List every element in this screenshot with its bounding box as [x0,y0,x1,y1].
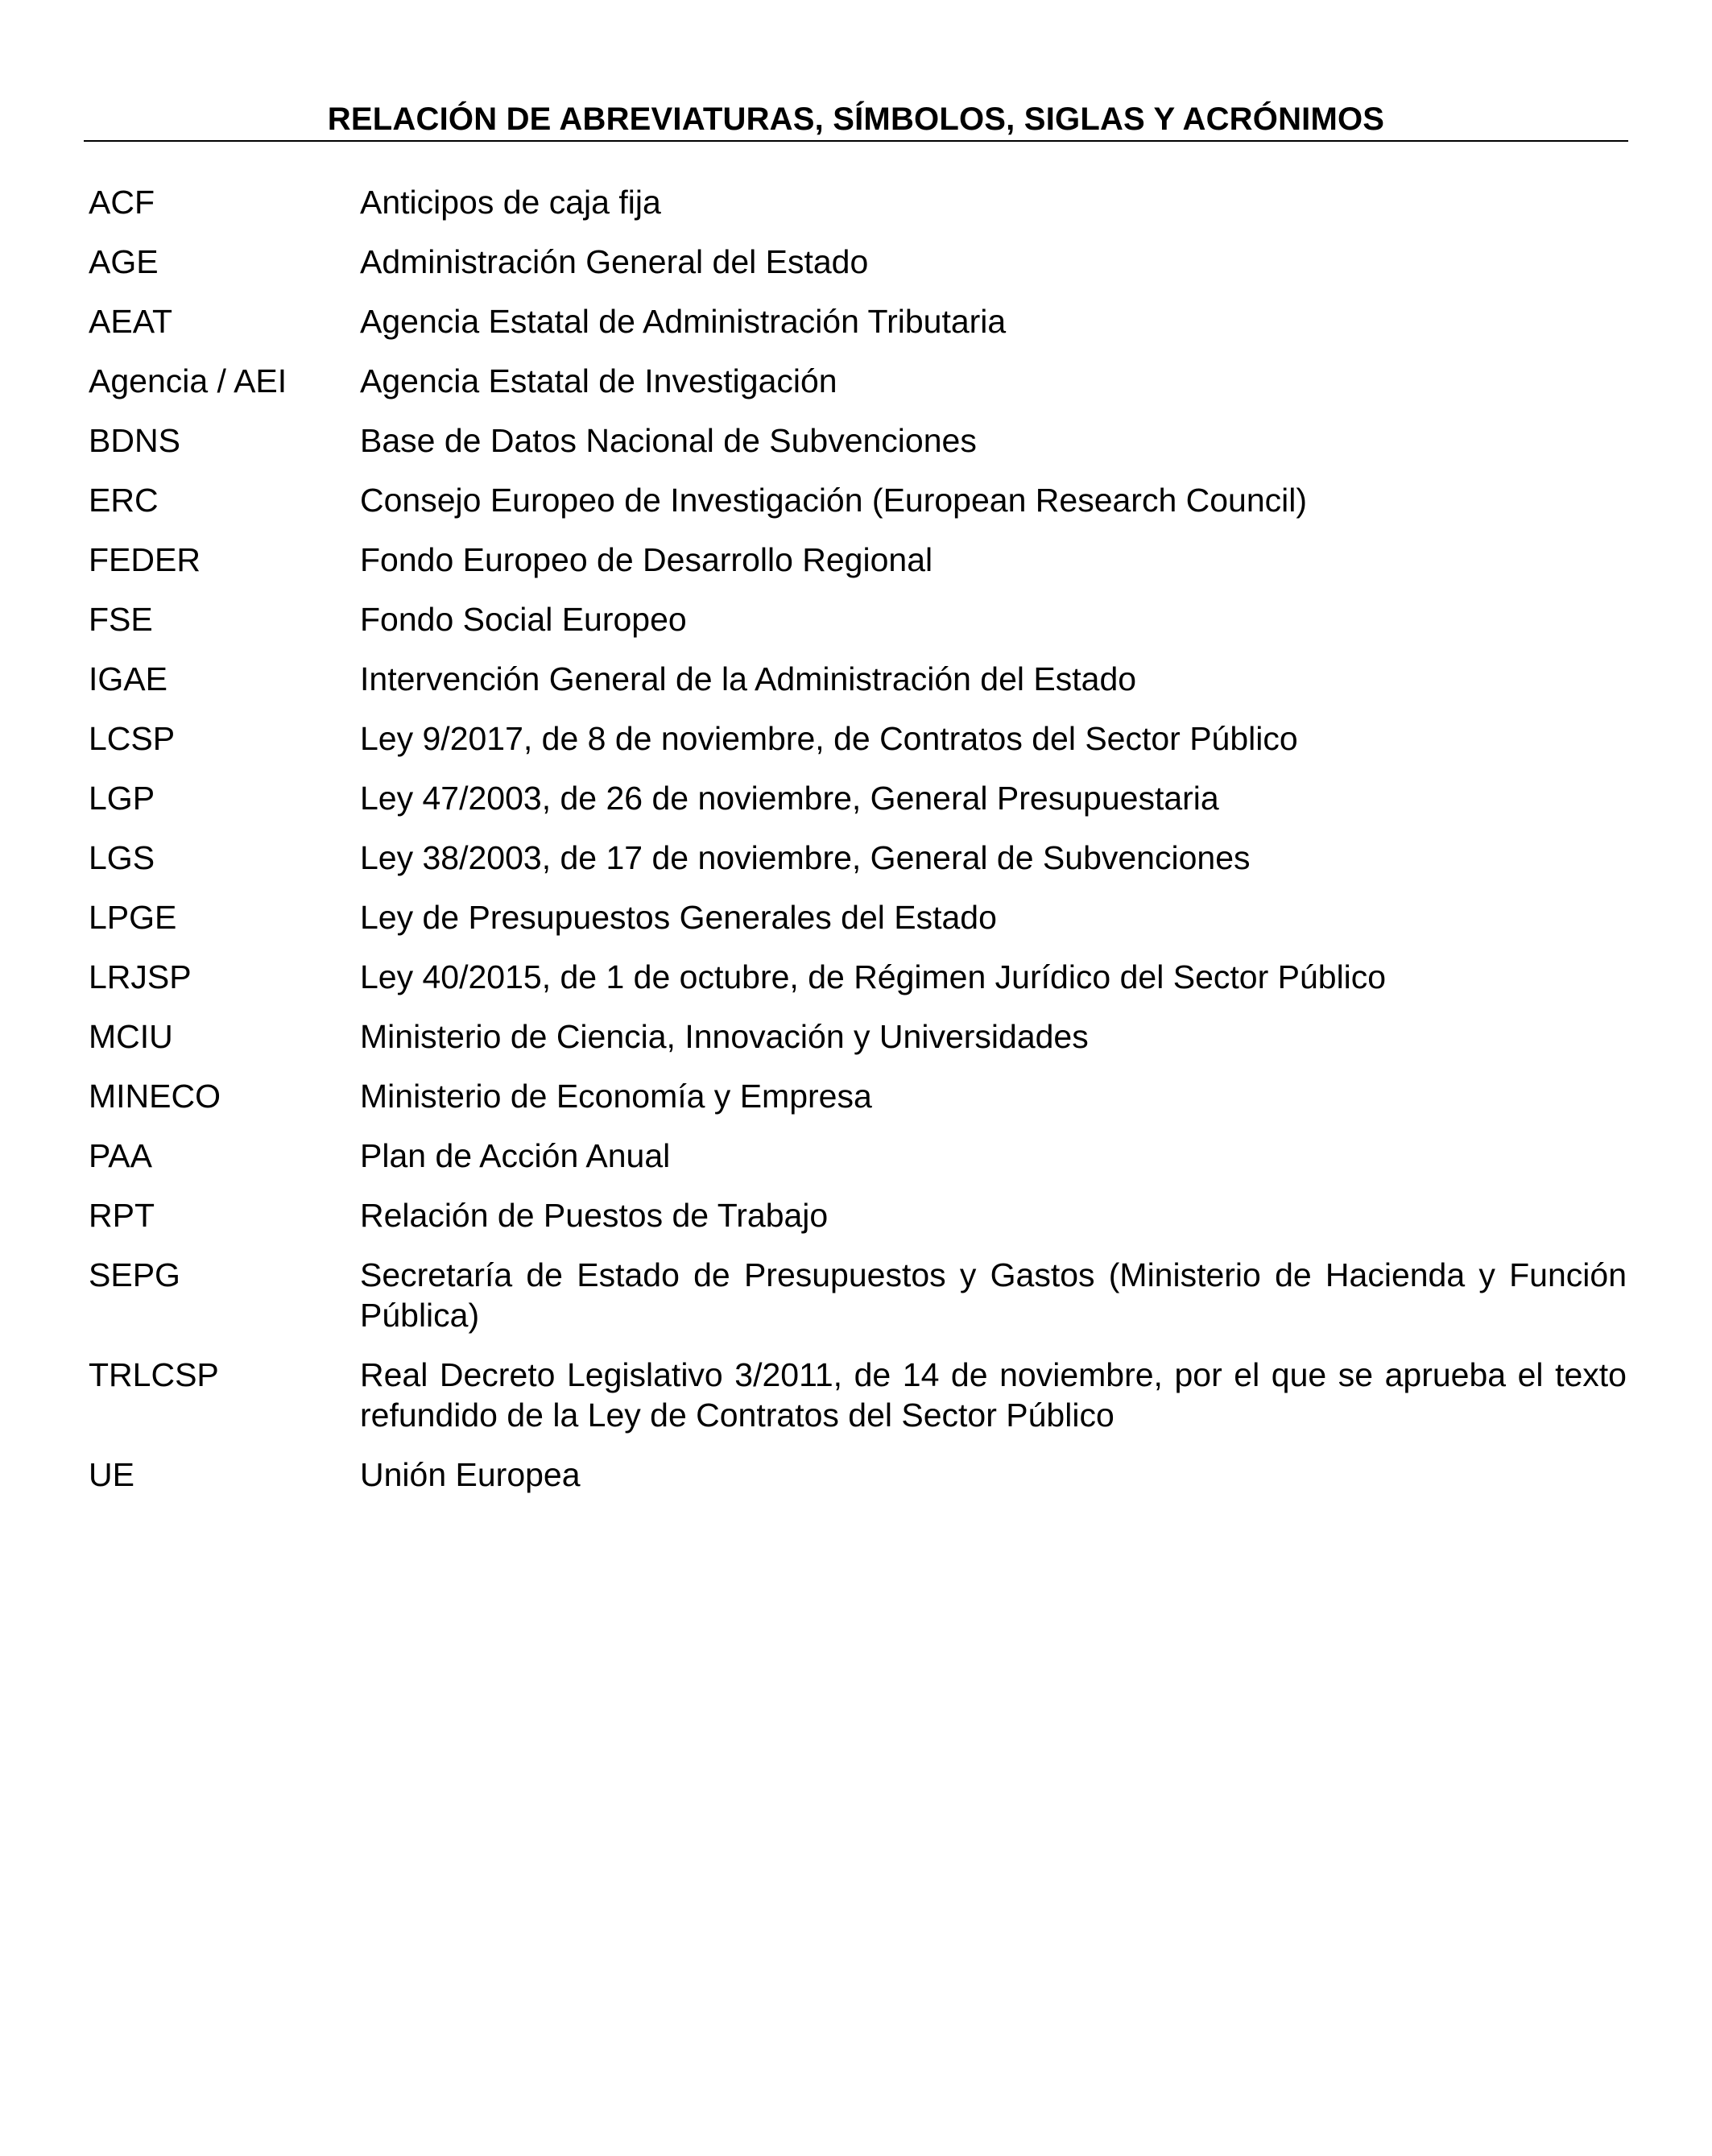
list-item [89,838,1627,878]
abbreviation: TRLCSP [89,1356,219,1393]
abbreviation: AEAT [89,303,173,340]
list-item [89,718,1627,759]
list-item [89,1076,1627,1116]
definition: Ley 38/2003, de 17 de noviembre, General de Subvenciones [360,839,1251,876]
abbreviation: MINECO [89,1078,221,1115]
list-item [89,1016,1627,1057]
definition: Relación de Puestos de Trabajo [360,1197,829,1234]
definition: Ministerio de Ciencia, Innovación y Universidades [360,1018,1089,1055]
abbreviation: FEDER [89,541,201,578]
abbreviation: PAA [89,1137,152,1174]
definition: Fondo Europeo de Desarrollo Regional [360,541,933,578]
abbreviation: UE [89,1456,134,1493]
abbreviation: ACF [89,184,155,221]
definition: Plan de Acción Anual [360,1137,671,1174]
list-item [89,897,1627,937]
abbreviation: FSE [89,601,153,638]
list-item [89,242,1627,282]
abbreviation: ERC [89,482,159,519]
definition: Fondo Social Europeo [360,601,687,638]
list-item [89,1355,1627,1435]
abbreviation: Agencia / AEI [89,362,287,399]
list-item [89,1195,1627,1235]
definition: Ministerio de Economía y Empresa [360,1078,872,1115]
definition: Base de Datos Nacional de Subvenciones [360,422,977,459]
definition: Agencia Estatal de Investigación [360,362,837,399]
abbreviation: SEPG [89,1256,180,1293]
list-item [89,1136,1627,1176]
definition: Ley 40/2015, de 1 de octubre, de Régimen Jurídico del Sector Público [360,958,1387,995]
definition: Anticipos de caja fija [360,184,661,221]
list-item [89,1255,1627,1335]
list-item [89,540,1627,580]
definition: Unión Europea [360,1456,581,1493]
definition: Intervención General de la Administración del Estado [360,660,1137,697]
definition: Ley de Presupuestos Generales del Estado [360,899,997,936]
list-item [89,778,1627,818]
definition: Administración General del Estado [360,243,869,280]
abbreviation: LGS [89,839,155,876]
page-title: RELACIÓN DE ABREVIATURAS, SÍMBOLOS, SIGLAS Y ACRÓNIMOS [327,101,1385,137]
abbreviation: BDNS [89,422,180,459]
abbreviation: LPGE [89,899,177,936]
abbreviation: AGE [89,243,159,280]
definition: Real Decreto Legislativo 3/2011, de 14 de noviembre, por el que se aprueba el texto refundido de la Ley de Contratos del Sector Público [360,1356,1627,1434]
abbreviation: IGAE [89,660,167,697]
list-item [89,420,1627,461]
abbreviation: LCSP [89,720,176,757]
title-divider [84,140,1628,142]
list-item [89,301,1627,341]
list-item [89,1455,1627,1495]
abbreviation-list [89,182,1627,1514]
list-item [89,182,1627,222]
abbreviation: LRJSP [89,958,192,995]
abbreviation: MCIU [89,1018,173,1055]
abbreviation: RPT [89,1197,155,1234]
definition: Agencia Estatal de Administración Tributaria [360,303,1007,340]
list-item [89,659,1627,699]
definition: Consejo Europeo de Investigación (European Research Council) [360,482,1308,519]
list-item [89,480,1627,520]
list-item [89,599,1627,639]
definition: Ley 9/2017, de 8 de noviembre, de Contratos del Sector Público [360,720,1298,757]
list-item [89,957,1627,997]
abbreviation: LGP [89,780,155,817]
definition: Ley 47/2003, de 26 de noviembre, General Presupuestaria [360,780,1219,817]
list-item [89,361,1627,401]
definition: Secretaría de Estado de Presupuestos y Gastos (Ministerio de Hacienda y Función Pública) [360,1256,1627,1334]
